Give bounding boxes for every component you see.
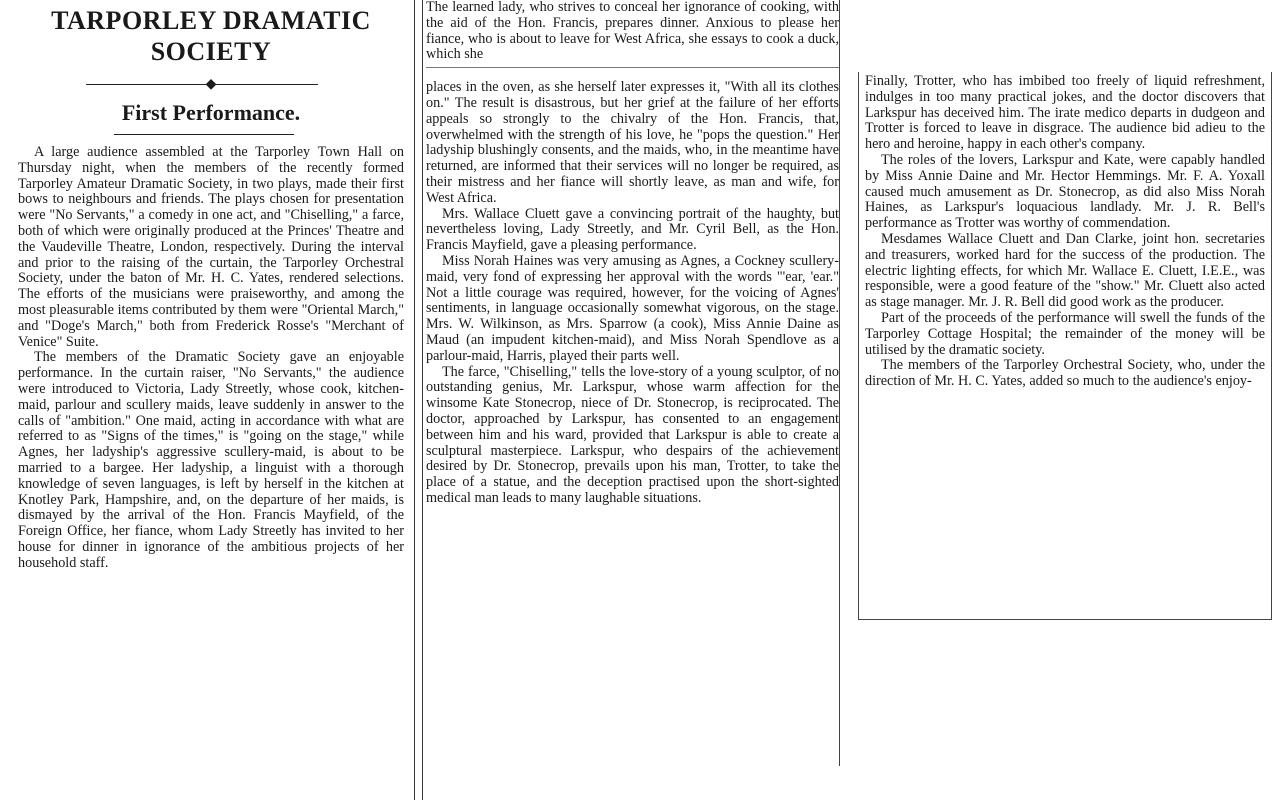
subheading-rule xyxy=(114,134,294,135)
paragraph: The members of the Tarporley Orchestral Society, who, under the direction of Mr. H. C. Yates, added so much to the audience's enjoy- xyxy=(865,357,1265,390)
diamond-icon xyxy=(206,78,217,92)
column-3 xyxy=(858,72,1272,620)
column-2 xyxy=(426,0,840,766)
paragraph: Mrs. Wallace Cluett gave a convincing portrait of the haughty, but nevertheless loving, Lady Streetly, and Mr. Cyril Bell, as the Hon. Francis Mayfield, gave a pleasing performance. xyxy=(426,205,839,254)
paragraph: Mesdames Wallace Cluett and Dan Clarke, joint hon. secretaries and treasurers, worked hard for the success of the production. The electric lighting effects, for which Mr. Wallace E. Cluett, I.E.E., was responsible, were a good feature of the "show." Mr. Cluett also acted as stage manager. Mr. J. R. Bell did good work as the producer. xyxy=(865,230,1265,311)
column-divider xyxy=(414,0,415,800)
paragraph: Finally, Trotter, who has imbibed too freely of liquid refreshment, indulges in too many practical jokes, and the doctor discovers that Larkspur has deceived him. The irate medico departs in dudgeon and Trotter is forced to leave in disgrace. The audience bid adieu to the hero and heroine, happy in each other's company. xyxy=(865,73,1265,153)
paragraph: The members of the Dramatic Society gave an enjoyable performance. In the curtain raiser, "No Servants," the audience were introduced to Victoria, Lady Streetly, whose cook, kitchen-maid, parlour and scullery maids, leave suddenly in answer to the calls of "ambition." One maid, acting in accordance with what are referred to as "Signs of the times," is "going on the stage," while Agnes, her ladyship's aggressive scullery-maid, is about to be married to a bargee. Her ladyship, a linguist with a thorough knowledge of seven languages, is left by herself in the kitchen at Knotley Park, Hampshire, and, on the departure of her maids, is dismayed by the arrival of the Hon. Francis Mayfield, of the Foreign Office, her fiance, whom Lady Streetly has invited to her house for dinner in ignorance of the ambitious projects of her household staff. xyxy=(18,349,404,571)
column-divider xyxy=(422,0,423,800)
column-1 xyxy=(18,0,404,804)
paragraph: Miss Norah Haines was very amusing as Agnes, a Cockney scullery-maid, very fond of expressing her approval with the words "'ear, 'ear." Not a little courage was required, however, for the voicing of Agnes' sentiments, in language occasionally somewhat vigorous, on the stage. Mrs. W. Wilkinson, as Mrs. Sparrow (a cook), Miss Annie Daine as Maud (an impudent kitchen-maid), and Miss Norah Spendlove as a parlour-maid, Harris, played their parts well. xyxy=(426,252,839,364)
paragraph: The farce, "Chiselling," tells the love-story of a young sculptor, of no outstanding genius, Mr. Larkspur, whose warm affection for the winsome Kate Stonecrop, niece of Dr. Stonecrop, is reciprocated. The doctor, approached by Larkspur, has consented to an engagement between him and his ward, provided that Larkspur is able to create a sculptural masterpiece. Larkspur, who despairs of the achievement desired by Dr. Stonecrop, prevails upon his man, Trotter, to take the place of a statue, and the deception practised upon the short-sighted medical man leads to many laughable situations. xyxy=(426,363,839,506)
subheading: First Performance. xyxy=(121,100,301,125)
paragraph: A large audience assembled at the Tarporley Town Hall on Thursday night, when the members of the recently formed Tarporley Amateur Dramatic Society, in two plays, made their first bows to neighbours and friends. The plays chosen for presentation were "No Servants," a comedy in one act, and "Chiselling," a farce, both of which were originally produced at the Princes' Theatre and the Vaudeville Theatre, London, respectively. During the interval and prior to the raising of the curtain, the Tarporley Orchestral Society, under the baton of Mr. H. C. Yates, rendered selections. The efforts of the musicians were praiseworthy, and among the most pleasurable items contributed by them were "Oriental March," and "Doge's March," both from Frederick Rosse's "Merchant of Venice" Suite. xyxy=(18,144,404,350)
rule-left xyxy=(86,84,206,85)
rule-right xyxy=(198,84,318,85)
ornament-divider xyxy=(18,77,404,91)
headline: TARPORLEY DRAMATIC SOCIETY xyxy=(51,6,371,66)
paragraph: Part of the proceeds of the performance will swell the funds of the Tarporley Cottage Hospital; the remainder of the money will be utilised by the dramatic society. xyxy=(865,309,1265,358)
paragraph: places in the oven, as she herself later expresses it, "With all its clothes on." The result is disastrous, but her grief at the failure of her efforts appeals so strongly to the chivalry of the Hon. Francis, that, overwhelmed with the strength of his love, he "pops the question." Her ladyship blushingly consents, and the maids, who, in the meantime have returned, are informed that their services will no longer be required, as their mistress and her fiance will shortly leave, as man and wife, for West Africa. xyxy=(426,79,839,206)
paragraph: The learned lady, who strives to conceal her ignorance of cooking, with the aid of the Hon. Francis, prepares dinner. Anxious to please her fiance, who is about to leave for West Africa, she essays to cook a duck, which she xyxy=(426,0,839,63)
paragraph: The roles of the lovers, Larkspur and Kate, were capably handled by Miss Annie Daine and Mr. Hector Hemmings. Mr. F. A. Yoxall caused much amusement as Dr. Stonecrop, as did also Miss Norah Haines, as Larkspur's loquacious landlady. Mr. J. R. Bell's performance as Trotter was worthy of commendation. xyxy=(865,151,1265,232)
